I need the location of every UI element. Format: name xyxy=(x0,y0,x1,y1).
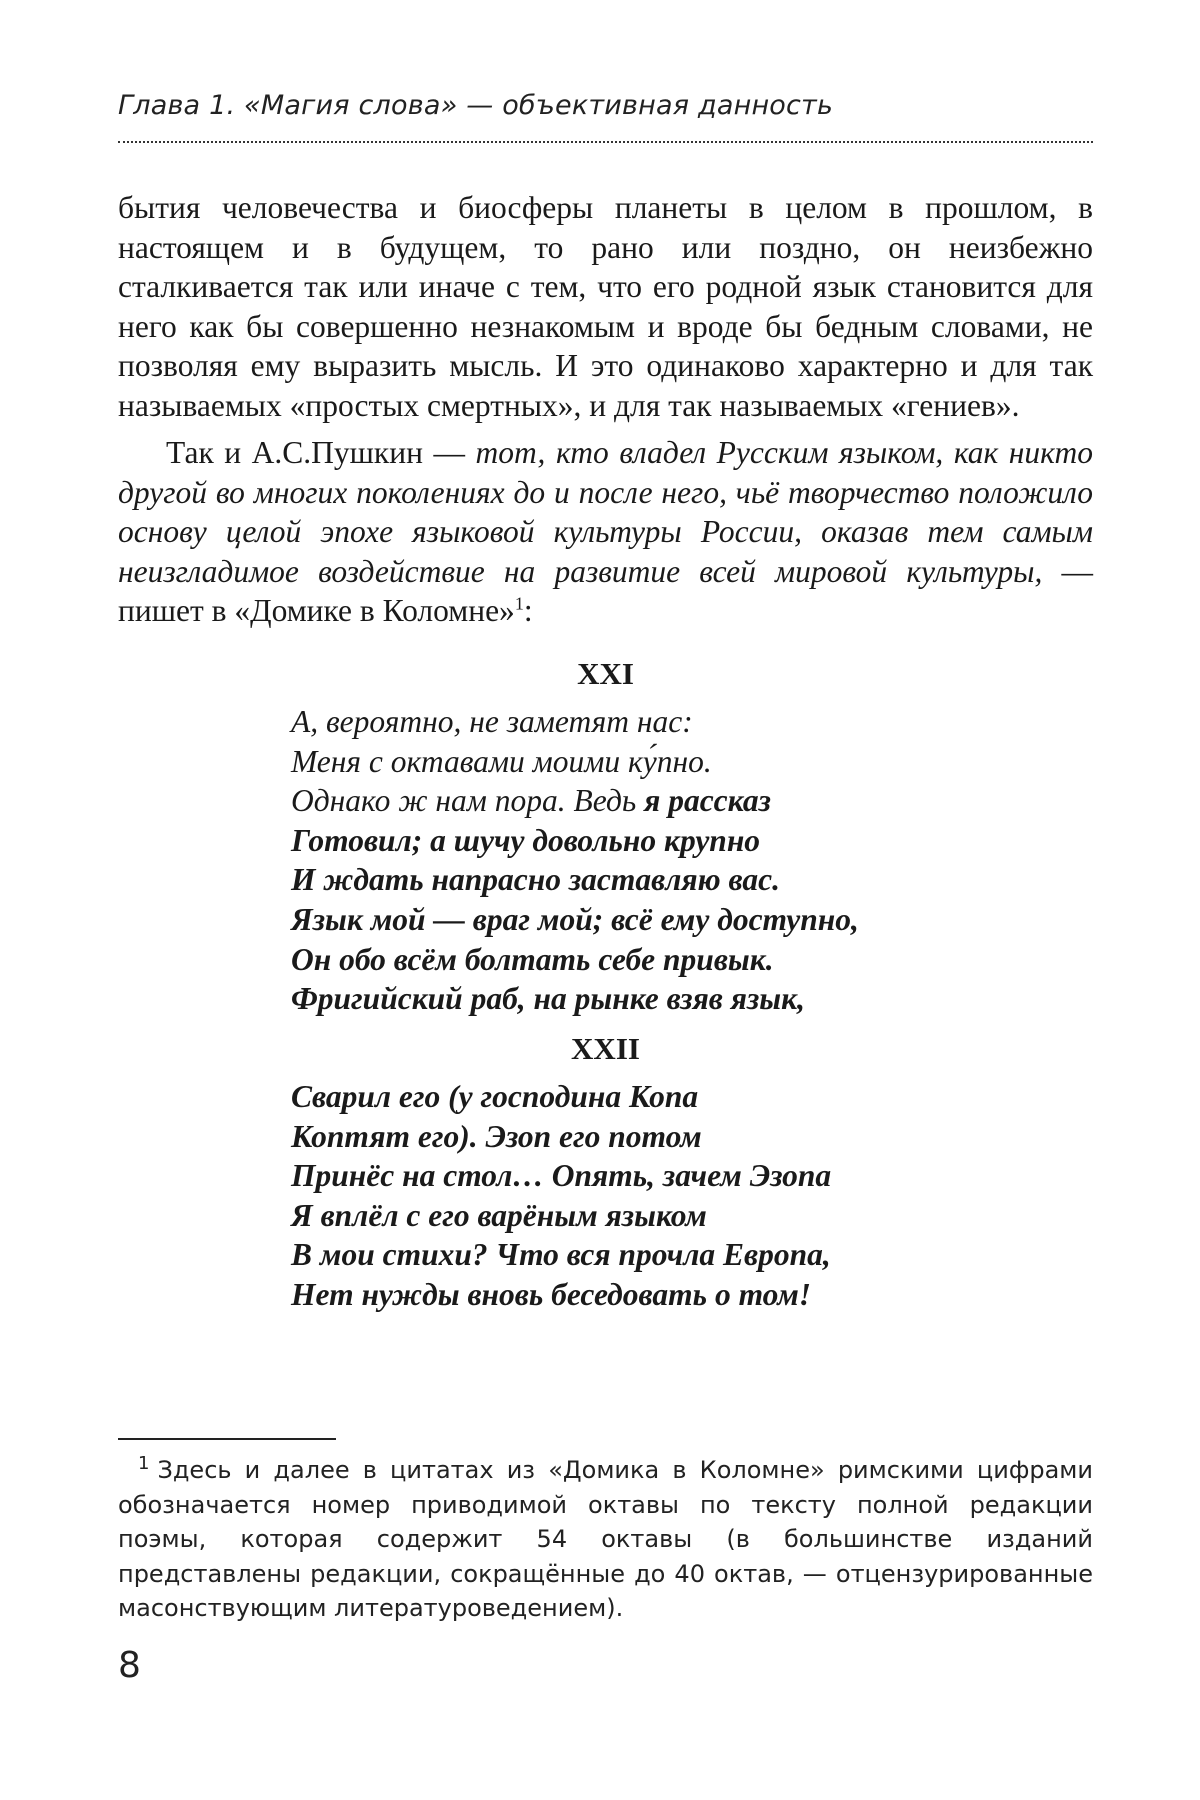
verse-line-bold: Язык мой — враг мой; всё ему доступно, xyxy=(291,901,859,937)
verse-line xyxy=(291,702,1071,742)
verse-line-bold: Я вплёл с его варёным языком xyxy=(291,1197,707,1233)
stanza-number-xxii: XXII xyxy=(571,1031,640,1066)
footnote-rule xyxy=(118,1438,336,1440)
verse-line-bold: И ждать напрасно заставляю вас. xyxy=(291,862,780,898)
verse-line xyxy=(291,1156,1071,1196)
stanza-xxi xyxy=(291,702,1071,1019)
paragraph-2-tail: : xyxy=(523,593,533,628)
paragraph-1: бытия человечества и биосферы планеты в целом в прошлом, в настоящем и в будущем, то рано или поздно, он неизбежно сталкивается так или иначе с тем, что его родной язык становится для него как бы совершенно незнакомым и вроде бы бедным словами, не позволяя ему выразить мысль. И это одинаково характерно и для так называемых «простых смертных», и для так называемых «гениев». xyxy=(118,190,1093,423)
running-header: Глава 1. «Магия слова» — объективная данность xyxy=(118,90,834,121)
verse-line-bold: Фригийский раб, на рынке взяв язык, xyxy=(291,981,805,1017)
verse-line xyxy=(291,1196,1071,1236)
page-number: 8 xyxy=(118,1645,141,1686)
verse-line xyxy=(291,821,1071,861)
paragraph-2-end: — пишет в «Домике в Коломне» xyxy=(118,553,1093,628)
footnote-text: Здесь и далее в цитатах из «Домика в Коломне» римскими цифрами обозначается номер приводимой октавы по тексту полной редакции поэмы, которая содержит 54 октавы (в большинстве изданий представлены редакции, сокращённые до 40 октав, — отцензурированные масонствующим литературоведением). xyxy=(118,1456,1093,1622)
verse-line xyxy=(291,860,1071,900)
verse-line-regular: А, вероятно, не заметят нас: xyxy=(291,704,693,739)
verse-line xyxy=(291,940,1071,980)
paragraph-2-start: Так и А.С.Пушкин — xyxy=(166,435,476,470)
main-text xyxy=(118,188,1093,631)
verse-line-bold: Коптят его). Эзоп его потом xyxy=(291,1118,702,1154)
paragraph-2-italic: тот, кто владел Русским языком, как никто другой во многих поколениях до и после него, чьё творчество положило основу целой эпохе языковой культуры России, оказав тем самым неизгладимое воздействие на развитие всей мировой культуры, xyxy=(118,435,1093,589)
verse-line-bold: Принёс на стол… Опять, зачем Эзопа xyxy=(291,1158,832,1194)
verse-line xyxy=(291,1275,1071,1315)
verse-line-regular: Однако ж нам пора. Ведь xyxy=(291,783,645,819)
verse-line xyxy=(291,979,1071,1019)
verse-line xyxy=(291,1117,1071,1157)
paragraph-2 xyxy=(118,433,1093,631)
verse-line xyxy=(291,900,1071,940)
verse-line-bold: я рассказ xyxy=(644,783,771,819)
verse-line-bold: Готовил; а шучу довольно крупно xyxy=(291,822,761,858)
footnote-number: 1 xyxy=(138,1453,150,1474)
verse-line xyxy=(291,1235,1071,1275)
verse-line xyxy=(291,742,1071,782)
stanza-xxii xyxy=(291,1077,1071,1315)
stanza-number-xxi: XXI xyxy=(577,656,634,691)
footnote-reference[interactable]: 1 xyxy=(514,593,524,614)
verse-line xyxy=(291,1077,1071,1117)
verse-line xyxy=(291,781,1071,821)
verse-line-bold: Он обо всём болтать себе привык. xyxy=(291,941,774,977)
verse-line-regular: Меня с октавами моими ку́пно. xyxy=(291,743,712,779)
header-dotted-rule xyxy=(118,141,1093,143)
verse-line-bold: Сварил его (у господина Копа xyxy=(291,1079,699,1114)
footnote xyxy=(118,1453,1093,1626)
verse-line-bold: В мои стихи? Что вся прочла Европа, xyxy=(291,1237,831,1273)
verse-line-bold: Нет нужды вновь беседовать о том! xyxy=(291,1276,812,1312)
